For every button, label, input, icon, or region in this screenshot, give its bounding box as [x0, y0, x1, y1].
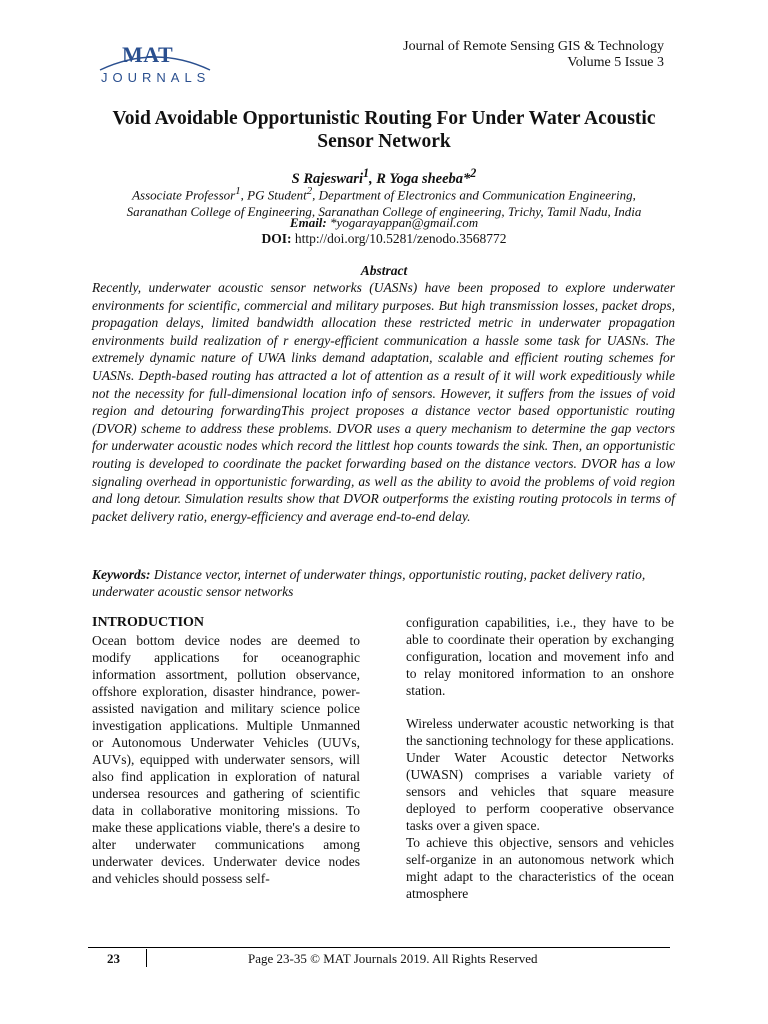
keywords-text: Distance vector, internet of underwater things, opportunistic routing, packet delivery ratio, underwater acoustic sensor networks [92, 567, 646, 599]
paragraph-spacer [406, 699, 674, 715]
affiliation-line-2: Saranathan College of Engineering, Saranathan College of engineering, Trichy, Tamil Nadu, India [126, 204, 642, 220]
affiliation-role-1: Associate Professor [132, 187, 236, 203]
footer-copyright: Page 23-35 © MAT Journals 2019. All Rights Reserved [248, 951, 538, 966]
author-1-sup: 1 [362, 166, 370, 180]
author-2-sup: 2 [470, 166, 477, 180]
affiliation-role-2: , PG Student [240, 187, 307, 203]
intro-paragraph-2: configuration capabilities, i.e., they have to be able to coordinate their operation by exchanging configuration, location and movement info and to relay monitored information to an onshore station. [406, 615, 674, 698]
footer-separator [146, 949, 147, 967]
email-line [90, 215, 678, 231]
doi-label: DOI: [261, 231, 292, 246]
page-number: 23 [107, 951, 120, 966]
keywords-label: Keywords: [92, 567, 151, 582]
introduction-heading: INTRODUCTION [92, 615, 205, 630]
body-column-left [92, 614, 360, 887]
journal-header [403, 39, 664, 71]
body-column-right [406, 614, 674, 902]
affiliation-department: , Department of Electronics and Communication Engineering, [312, 187, 636, 203]
author-1-name: S Rajeswari [291, 170, 363, 187]
affiliation-sup-1: 1 [235, 185, 241, 197]
journal-name: Journal of Remote Sensing GIS & Technology [403, 39, 664, 54]
affiliation-sup-2: 2 [306, 185, 313, 197]
intro-paragraph-4: To achieve this objective, sensors and vehicles self-organize in an autonomous network which might adapt to the characteristics of the ocean atmosphere [406, 835, 674, 901]
footer-rule [88, 947, 670, 948]
doi-link[interactable]: http://doi.org/10.5281/zenodo.3568772 [291, 231, 507, 246]
journal-logo [96, 42, 216, 86]
logo-brand: MAT [122, 42, 174, 67]
logo-subtitle: JOURNALS [101, 70, 211, 85]
affiliation-line-1 [90, 183, 678, 203]
abstract-text: Recently, underwater acoustic sensor networks (UASNs) have been proposed to explore underwater environments for scientific, commercial and military purposes. But high transmission losses, packet drops, propagation delays, limited bandwidth allocation these restricted metric in underwater propagation environments build realization of r energy-efficient communication a hassle some task for UASNs. The extremely dynamic nature of UWA links demand adaptation, scalable and efficient routing schemes for UASNs. Depth-based routing has attracted a lot of attention as a result of it will work expeditiously while not the necessity for full-dimensional location info of sensors. However, it suffers from the issues of void region and detouring forwardingThis project proposes a distance vector based opportunistic routing (DVOR) scheme to address these problems. DVOR uses a query mechanism to determine the gap vectors for underwater acoustic nodes which record the littlest hop counts towards the sink. Then, an opportunistic routing is developed to coordinate the packet forwarding based on the distance vectors. DVOR has a low signaling overhead in opportunistic forwarding, as well as the ability to avoid the problems of void region and long detour. Simulation results show that DVOR outperforms the existing routing protocols in terms of packet delivery ratio, energy-efficiency and average end-to-end delay. [92, 280, 675, 524]
abstract-heading: Abstract [360, 263, 408, 278]
doi-line [90, 231, 678, 247]
author-2-name: , R Yoga sheeba* [369, 170, 471, 187]
email-address[interactable]: *yogarayappan@gmail.com [326, 215, 479, 230]
intro-paragraph-3: Wireless underwater acoustic networking is that the sanctioning technology for these applications. Under Water Acoustic detector Networks (UWASN) comprises a variable variety of sensors and vehicles that square measure deployed to perform cooperative observance tasks over a given space. [406, 716, 674, 833]
intro-paragraph-1: Ocean bottom device nodes are deemed to modify applications for oceanographic information assortment, pollution observance, offshore exploration, disaster hindrance, power-assisted navigation and military science police investigation applications. Multiple Unmanned or Autonomous Underwater Vehicles (UUVs, AUVs), equipped with underwater sensors, will also find application in exploration of natural undersea resources and gathering of scientific data in collaborative monitoring missions. To make these applications viable, there's a desire to alter underwater communications among underwater devices. Underwater device nodes and vehicles should possess self- [92, 633, 360, 886]
paper-title: Void Avoidable Opportunistic Routing For Under Water Acoustic Sensor Network [112, 108, 656, 152]
keywords [92, 566, 675, 600]
journal-volume-issue: Volume 5 Issue 3 [567, 55, 664, 70]
email-label: Email: [289, 215, 327, 230]
